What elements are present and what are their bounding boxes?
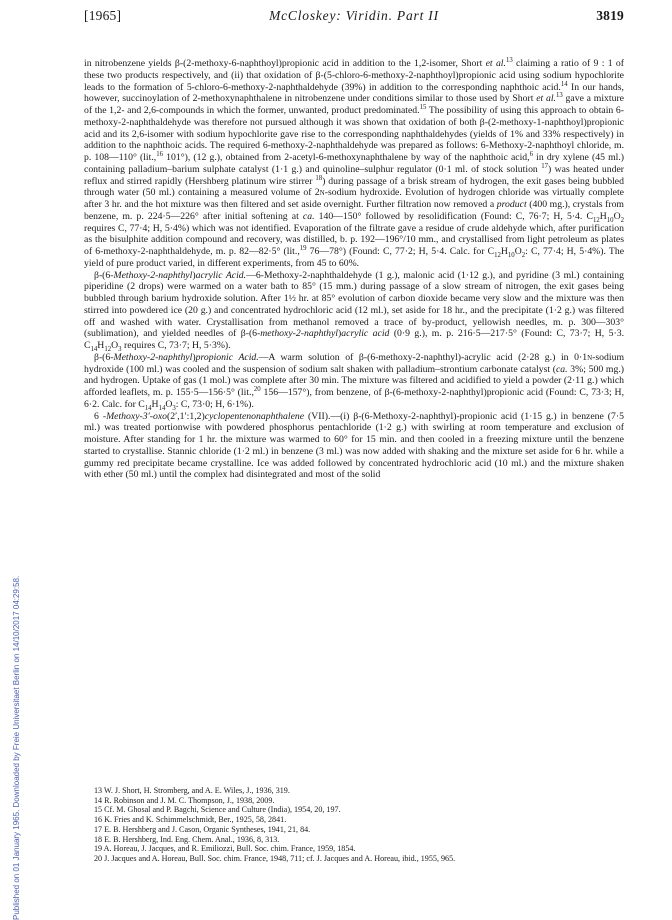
running-header bbox=[84, 6, 624, 28]
article-body bbox=[84, 58, 624, 481]
page-number: 3819 bbox=[596, 8, 624, 23]
paragraph: 6 -Methoxy-3′-oxo(2′,1′:1,2)cyclopentenonaphthalene (VII).—(i) β-(6-Methoxy-2-naphthyl)-propionic acid (1·15 g.) in benzene (7·5 ml.) was treated portionwise with powdered phosphorus pentachloride (1·2 g.) with swirling at room temperature and exclusion of moisture. After standing for 1 hr. the mixture was warmed to 60° for 15 min. and then cooled in a freezing mixture until the benzene started to crystallise. Stannic chloride (1·2 ml.) in benzene (3 ml.) was now added with shaking and the mixture set aside for 6 hr. while a gummy red precipitate became crystalline. Ice was added followed by concentrated hydrochloric acid (10 ml.) and the mixture shaken with ether (50 ml.) until the complex had disintegrated and most of the solid bbox=[84, 410, 624, 481]
footnote: 14 R. Robinson and J. M. C. Thompson, J., 1938, 2009. bbox=[94, 795, 275, 805]
footnote: 15 Cf. M. Ghosal and P. Bagchi, Science and Culture (India), 1954, 20, 197. bbox=[94, 805, 341, 815]
footnotes bbox=[94, 786, 624, 864]
journal-year: [1965] bbox=[84, 8, 122, 23]
footnote: 16 K. Fries and K. Schimmelschmidt, Ber., 1925, 58, 2841. bbox=[94, 815, 287, 825]
running-title: McCloskey: Viridin. Part II bbox=[269, 8, 439, 23]
footnote: 18 E. B. Hershberg, Ind. Eng. Chem. Anal., 1936, 8, 313. bbox=[94, 834, 280, 844]
footnote: 20 J. Jacques and A. Horeau, Bull. Soc. chim. France, 1948, 711; cf. J. Jacques and A. Horeau, ibid., 1955, 965. bbox=[94, 853, 456, 863]
footnote: 19 A. Horeau, J. Jacques, and R. Emiliozzi, Bull. Soc. chim. France, 1959, 1854. bbox=[94, 844, 356, 854]
paragraph: β-(6-Methoxy-2-naphthyl)acrylic Acid.—6-Methoxy-2-naphthaldehyde (1 g.), malonic acid (1·12 g.), and pyridine (3 ml.) containing piperidine (2 drops) were warmed on a water bath to 85° (15 mm.) during passage of a slow stream of nitrogen, the exit gases being bubbled through barium hydroxide solution. After 1½ hr. at 85° evolution of carbon dioxide became very slow and the mixture was then stirred into powdered ice (20 g.) and concentrated hydrochloric acid (12 ml.), set aside for 18 hr., and the precipitate (1·2 g.) was filtered off and washed with water. Crystallisation from methanol removed a trace of by-product, yellowish needles, m. p. 300—303° (sublimation), and yielded needles of β-(6-methoxy-2-naphthyl)acrylic acid (0·9 g.), m. p. 216·5—217·5° (Found: C, 73·7; H, 5·3. $C_{14}H_{12}O_3$ requires C, 73·7; H, 5·3%). bbox=[84, 269, 624, 353]
footnote: 17 E. B. Hershberg and J. Cason, Organic Syntheses, 1941, 21, 84. bbox=[94, 824, 311, 834]
download-watermark-link[interactable]: Published on 01 January 1965. Downloaded by Freie Universitaet Berlin on 14/10/2017 04:29:58. bbox=[12, 575, 21, 920]
paragraph: in nitrobenzene yields β-(2-methoxy-6-naphthoyl)propionic acid in addition to the 1,2-isomer, Short et al.$^{13}$ claiming a ratio of 9 : 1 of these two products respectively, and (ii) that oxidation of β-(5-chloro-6-methoxy-2-naphthoyl)propionic acid using sodium hypochlorite leads to the formation of 5-chloro-6-methoxy-2-naphthaldehyde (39%) in addition to the corresponding naphthoic acid.$^{14}$ In our hands, however, succinoylation of 2-methoxynaphthalene in nitrobenzene under conditions similar to those used by Short et al.$^{13}$ gave a mixture of the 1,2- and 2,6-compounds in which the former, unwanted, product predominated.$^{15}$ The possibility of using this approach to obtain 6-methoxy-2-naphthaldehyde was therefore not pursued although it was shown that oxidation of both β-(2-methoxy-1-naphthoyl)propionic acid and its 2,6-isomer with sodium hypochlorite gave rise to the corresponding naphthaldehydes (yields of 1% and 33% respectively) in addition to the naphthoic acids. The required 6-methoxy-2-naphthaldehyde was prepared as follows: 6-Methoxy-2-naphthoyl chloride, m. p. 108—110° (lit.,$^{16}$ 101°), (12 g.), obtained from 2-acetyl-6-methoxynaphthalene by way of the naphthoic acid,$^6$ in dry xylene (45 ml.) containing palladium–barium sulphate catalyst (1·1 g.) and quinoline–sulphur regulator (0·1 ml. of stock solution $^{17}$) was heated under reflux and stirred rapidly (Hershberg platinum wire stirrer $^{18}$) during passage of a brisk stream of hydrogen, the exit gases being bubbled through water (50 ml.) containing a measured volume of 2n-sodium hydroxide. Evolution of hydrogen chloride was virtually complete after 3 hr. and the hot mixture was then filtered and set aside overnight. Further filtration now removed a product (400 mg.), crystals from benzene, m. p. 224·5—226° after initial softening at ca. 140—150° followed by resolidification (Found: C, 76·7; H, 5·4. $C_{12}H_{10}O_2$ requires C, 77·4; H, 5·4%) which was not identified. Evaporation of the filtrate gave a residue of crude aldehyde which, after purification as the bisulphite addition compound and recovery, was distilled, b. p. 192—196°/10 mm., and crystallised from light petroleum as plates of 6-methoxy-2-naphthaldehyde, m. p. 82—82·5° (lit.,$^{19}$ 76—78°) (Found: C, 77·2; H, 5·4. Calc. for $C_{12}H_{10}O_2$: C, 77·4; H, 5·4%). The yield of pure product varied, in different experiments, from 45 to 60%. bbox=[84, 56, 625, 269]
paragraph: β-(6-Methoxy-2-naphthyl)propionic Acid.—A warm solution of β-(6-methoxy-2-naphthyl)-acrylic acid (2·28 g.) in 0·1n-sodium hydroxide (100 ml.) was cooled and the suspension of sodium salt shaken with palladium–strontium carbonate catalyst (ca. 3%; 500 mg.) and hydrogen. Uptake of gas (1 mol.) was complete after 30 min. The mixture was filtered and acidified to yield a powder (2·11 g.) which afforded leaflets, m. p. 155·5—156·5° (lit.,$^{20}$ 156—157°), from benzene, of β-(6-methoxy-2-naphthyl)propionic acid (Found: C, 73·3; H, 6·2. Calc. for $C_{14}H_{14}O_3$: C, 73·0; H, 6·1%). bbox=[84, 351, 624, 412]
footnote: 13 W. J. Short, H. Stromberg, and A. E. Wiles, J., 1936, 319. bbox=[94, 786, 290, 795]
